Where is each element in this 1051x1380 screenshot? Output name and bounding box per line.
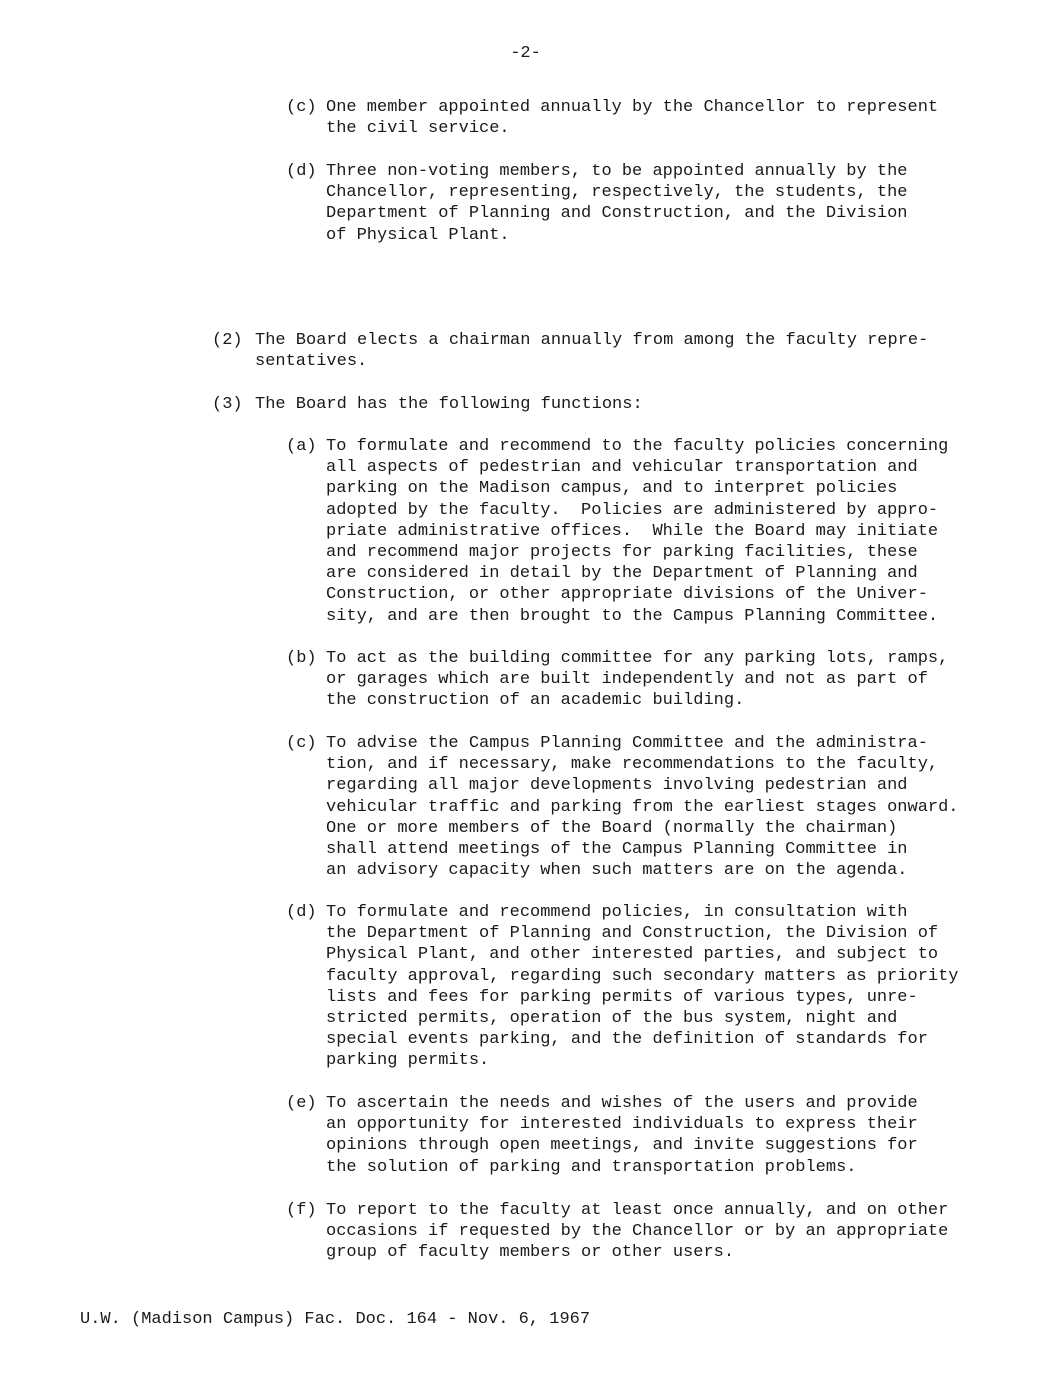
item-label: (d) (286, 903, 317, 922)
subitem-d (286, 161, 908, 246)
item-text: To act as the building committee for any parking lots, ramps, or garages which are built independently and not as part of the construction of an academic building. (326, 649, 949, 711)
function-b (286, 648, 948, 712)
item-text: To ascertain the needs and wishes of the users and provide an opportunity for interested individuals to express their opinions through open meetings, and invite suggestions for the solution of parking and transportation problems. (326, 1094, 918, 1177)
subitem-c (286, 97, 938, 139)
item-text: To advise the Campus Planning Committee and the administra- tion, and if necessary, make recommendations to the faculty, regarding all major developments involving pedestrian and vehicular traffic and parking from the earliest stages onward. One or more members of the Board (normally the chairman) shall attend meetings of the Campus Planning Committee in an advisory capacity when such matters are on the agenda. (326, 734, 959, 881)
item-3 (212, 394, 643, 415)
item-text: To formulate and recommend to the faculty policies concerning all aspects of pedestrian and vehicular transportation and parking on the Madison campus, and to interpret policies adopted by the faculty. Policies are administered by appro- priate administrative offices. While the Board may initiate and recommend major projects for parking facilities, these are considered in detail by the Department of Planning and Construction, or other appropriate divisions of the Univer- sity, and are then brought to the Campus Planning Committee. (326, 437, 949, 626)
item-label: (c) (286, 98, 317, 117)
item-text: The Board has the following functions: (255, 395, 643, 414)
item-label: (a) (286, 437, 317, 456)
document-footer: U.W. (Madison Campus) Fac. Doc. 164 - Nov. 6, 1967 (80, 1310, 591, 1329)
page-number: -2- (510, 44, 541, 63)
item-label: (f) (286, 1201, 317, 1220)
function-c (286, 733, 959, 881)
item-text: Three non-voting members, to be appointed annually by the Chancellor, representing, respectively, the students, the Department of Planning and Construction, and the Division of Physical Plant. (326, 162, 908, 245)
function-f (286, 1200, 948, 1264)
item-text: To report to the faculty at least once annually, and on other occasions if requested by the Chancellor or by an appropriate group of faculty members or other users. (326, 1201, 949, 1263)
item-text: The Board elects a chairman annually from among the faculty repre- sentatives. (255, 331, 929, 372)
item-label: (3) (212, 395, 243, 414)
item-label: (c) (286, 734, 317, 753)
function-d (286, 902, 959, 1072)
item-text: One member appointed annually by the Chancellor to represent the civil service. (326, 98, 939, 139)
item-2 (212, 330, 928, 372)
item-label: (2) (212, 331, 243, 350)
item-label: (b) (286, 649, 317, 668)
function-e (286, 1093, 918, 1178)
item-label: (e) (286, 1094, 317, 1113)
function-a (286, 436, 948, 627)
item-label: (d) (286, 162, 317, 181)
item-text: To formulate and recommend policies, in consultation with the Department of Planning and Construction, the Division of Physical Plant, and other interested parties, and subject to faculty approval, regarding such secondary matters as priority lists and fees for parking permits of various types, unre- stricted permits, operation of the bus system, night and special events parking, and the definition of standards for parking permits. (326, 903, 959, 1071)
